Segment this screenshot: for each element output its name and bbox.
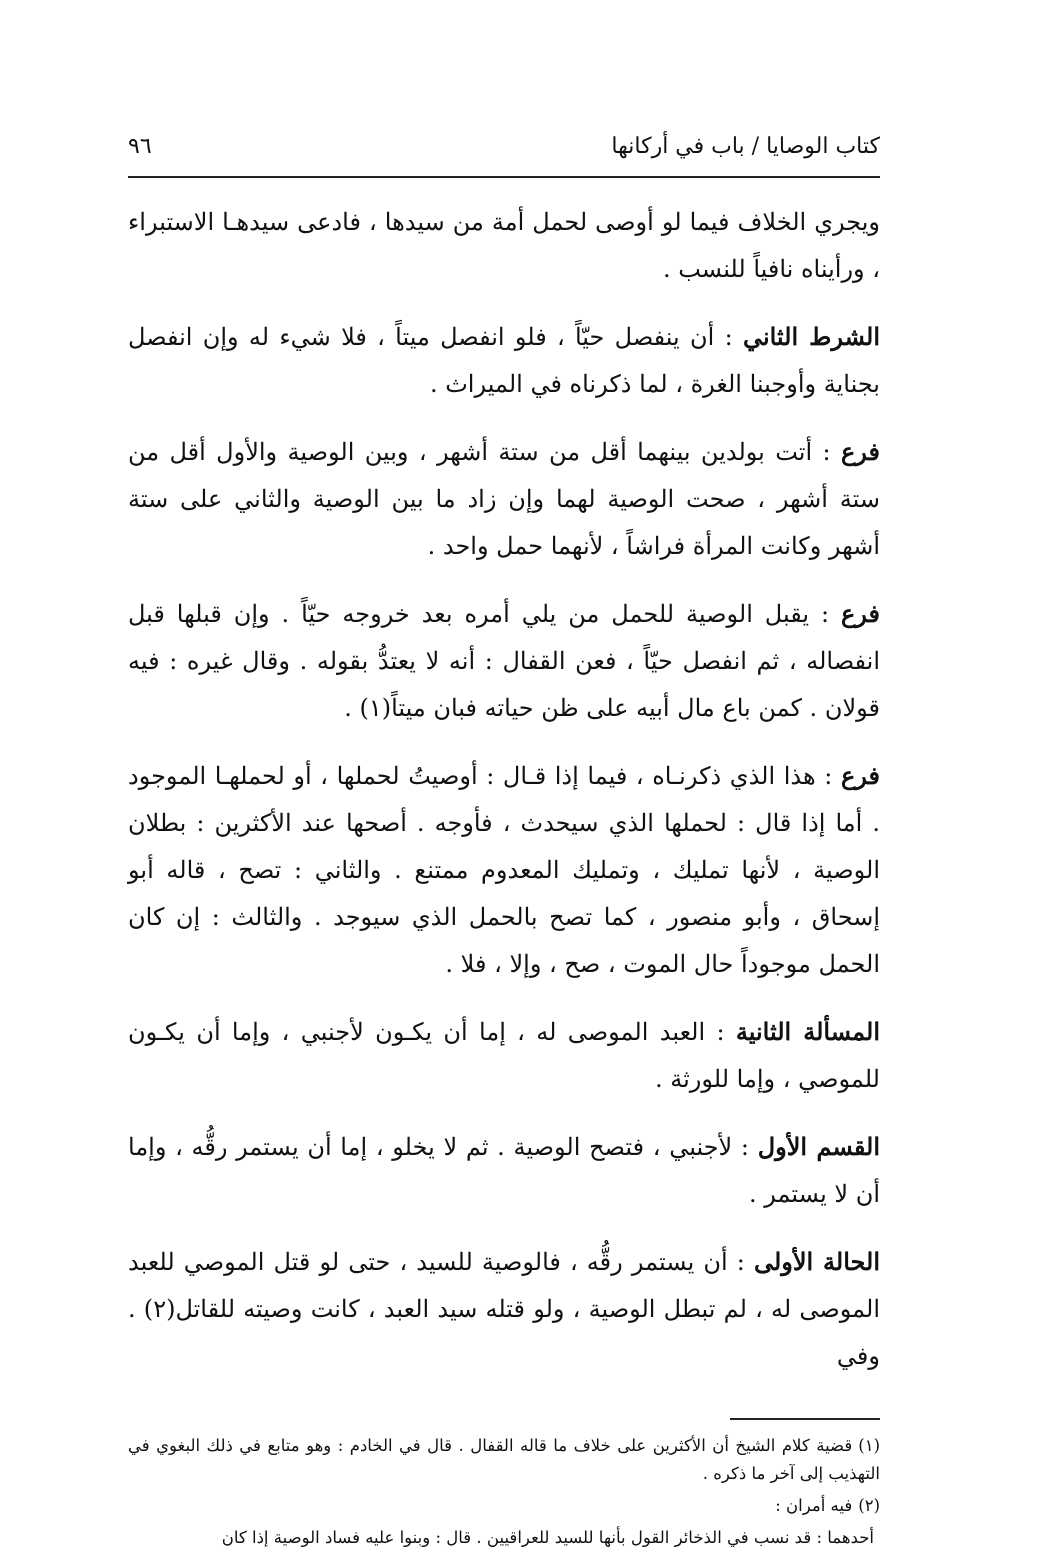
paragraph-text: ويجري الخلاف فيما لو أوصى لحمل أمة من سيدها ، فادعى سيدهـا الاستبراء ، ورأيناه نافياً للنسب . xyxy=(128,208,880,283)
book-page xyxy=(128,120,880,1556)
paragraph-lead: الحالة الأولى xyxy=(753,1247,880,1276)
paragraph xyxy=(128,1123,880,1218)
paragraph xyxy=(128,752,880,988)
paragraph-text: : أتت بولدين بينهما أقل من ستة أشهر ، وبين الوصية والأول أقل من ستة أشهر ، صحت الوصية لهما وإن زاد ما بين الوصية والثاني على ستة أشهر وكانت المرأة فراشاً ، لأنهما حمل واحد . xyxy=(128,438,880,560)
paragraph-lead: المسألة الثانية xyxy=(735,1017,880,1046)
footnote-text: أحدهما : قد نسب في الذخائر القول بأنها للسيد للعراقيين . قال : وبنوا عليه فساد الوصية إذا كان xyxy=(221,1528,874,1547)
paragraph-text: : أن ينفصل حيّاً ، فلو انفصل ميتاً ، فلا شيء له وإن انفصل بجناية وأوجبنا الغرة ، لما ذكرناه في الميراث . xyxy=(128,323,880,398)
paragraph xyxy=(128,428,880,570)
footnote-text: فيه أمران : xyxy=(775,1496,853,1515)
paragraph-text: : يقبل الوصية للحمل من يلي أمره بعد خروجه حيّاً . وإن قبلها قبل انفصاله ، ثم انفصل حيّاً ، فعن القفال : أنه لا يعتدُّ بقوله . وقال غيره : فيه قولان . كمن باع مال أبيه على ظن حياته فبان ميتاً(١) . xyxy=(128,600,881,722)
paragraph-lead: فرع xyxy=(840,437,880,466)
page-number: ٩٦ xyxy=(128,134,152,159)
paragraph-lead: الشرط الثاني xyxy=(742,322,880,351)
paragraph xyxy=(128,313,880,408)
footnote-number: (١) xyxy=(858,1436,880,1455)
footnotes xyxy=(128,1432,880,1552)
page-header xyxy=(128,120,880,172)
header-rule xyxy=(128,176,880,178)
paragraph-text: : العبد الموصى له ، إما أن يكـون لأجنبي ، وإما أن يكـون للموصي ، وإما للورثة . xyxy=(128,1018,880,1093)
footnote-number: (٢) xyxy=(858,1496,880,1515)
footnote xyxy=(128,1524,880,1552)
paragraph xyxy=(128,1008,880,1103)
footnote xyxy=(128,1432,880,1488)
paragraph-text: : أن يستمر رقُّه ، فالوصية للسيد ، حتى لو قتل الموصي للعبد الموصى له ، لم تبطل الوصية ، ولو قتله سيد العبد ، كانت وصيته للقاتل(٢) . وفي xyxy=(128,1248,880,1370)
paragraph xyxy=(128,198,880,293)
paragraph-text: : لأجنبي ، فتصح الوصية . ثم لا يخلو ، إما أن يستمر رقُّه ، وإما أن لا يستمر . xyxy=(128,1133,880,1208)
footnote xyxy=(128,1492,880,1520)
running-title: كتاب الوصايا / باب في أركانها xyxy=(611,134,880,159)
main-text xyxy=(128,198,880,1380)
footnote-separator-wrap xyxy=(128,1400,880,1432)
footnote-separator xyxy=(730,1418,880,1420)
paragraph xyxy=(128,1238,880,1380)
paragraph xyxy=(128,590,880,732)
paragraph-lead: فرع xyxy=(840,599,880,628)
paragraph-lead: القسم الأول xyxy=(757,1132,881,1161)
paragraph-lead: فرع xyxy=(840,761,880,790)
paragraph-text: : هذا الذي ذكرنـاه ، فيما إذا قـال : أوصيتُ لحملها ، أو لحملهـا الموجود . أما إذا قال : لحملها الذي سيحدث ، فأوجه . أصحها عند الأكثرين : بطلان الوصية ، لأنها تمليك ، وتمليك المعدوم ممتنع . والثاني : تصح ، قاله أبو إسحاق ، وأبو منصور ، كما تصح بالحمل الذي سيوجد . والثالث : إن كان الحمل موجوداً حال الموت ، صح ، وإلا ، فلا . xyxy=(128,762,880,978)
footnote-text: قضية كلام الشيخ أن الأكثرين على خلاف ما قاله القفال . قال في الخادم : وهو متابع في ذلك البغوي في التهذيب إلى آخر ما ذكره . xyxy=(128,1436,880,1483)
